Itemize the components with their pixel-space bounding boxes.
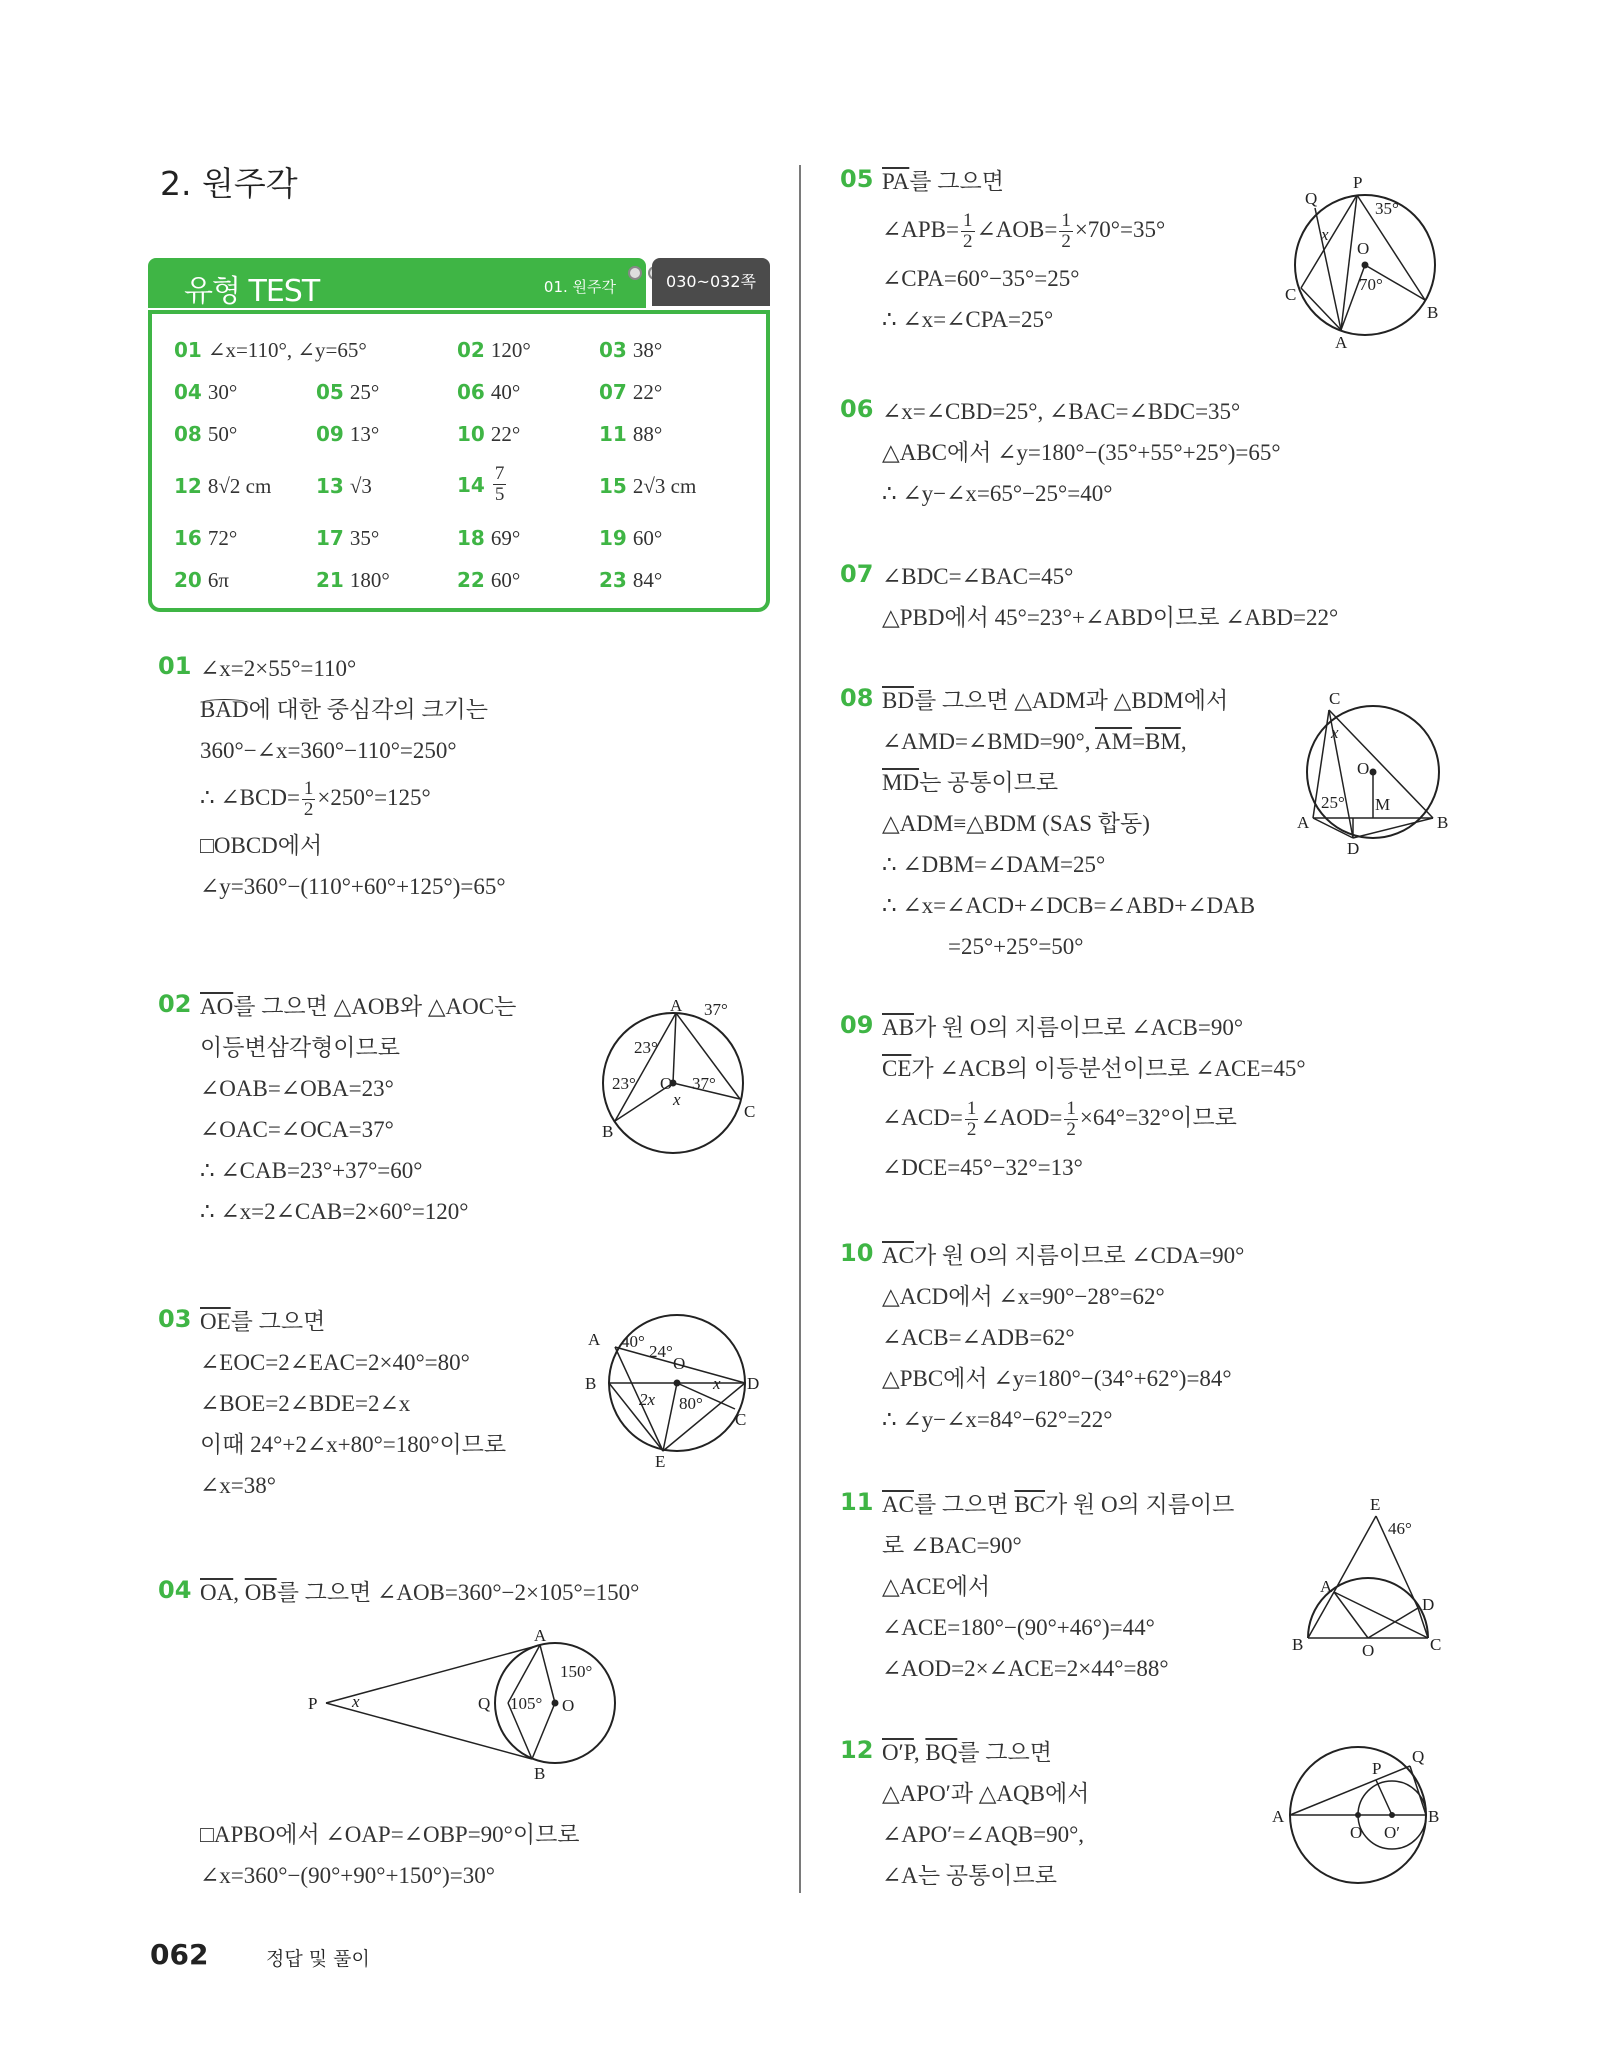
- answer-item: 16 72°: [174, 526, 238, 550]
- solution-05: [882, 161, 1165, 340]
- solution-number: 06: [840, 395, 874, 423]
- svg-text:x: x: [352, 1692, 360, 1711]
- solution-08: [882, 680, 1255, 967]
- solution-line: BAD 에 대한 중심각의 크기는: [200, 697, 488, 722]
- page-number: 062: [150, 1938, 209, 1971]
- svg-text:x: x: [1331, 723, 1339, 742]
- solution-02: [200, 986, 516, 1232]
- solution-line: ∠BOE=2∠BDE=2∠x: [200, 1391, 411, 1416]
- answer-item: 18 69°: [457, 526, 521, 550]
- solution-01: [200, 648, 506, 907]
- solution-line: ∠x=360°−(90°+90°+150°)=30°: [200, 1863, 495, 1888]
- figure-12: [1270, 1742, 1450, 1892]
- solution-line: ∴ ∠x=2∠CAB=2×60°=120°: [200, 1199, 469, 1224]
- svg-text:B: B: [585, 1374, 597, 1393]
- svg-text:Q: Q: [478, 1694, 491, 1713]
- solution-number: 09: [840, 1011, 874, 1039]
- column-divider: [799, 165, 801, 1893]
- svg-text:O: O: [1357, 759, 1370, 778]
- solution-09: [882, 1007, 1306, 1188]
- figure-11: [1290, 1490, 1440, 1665]
- solution-line: ∠A는 공통이므로: [882, 1863, 1057, 1888]
- svg-text:C: C: [735, 1410, 747, 1429]
- solution-number: 08: [840, 684, 874, 712]
- clip-icon: [628, 266, 642, 280]
- solution-number: 03: [158, 1305, 192, 1333]
- figure-02: [600, 995, 760, 1145]
- solution-04: [200, 1572, 639, 1613]
- answer-grid: [148, 310, 770, 612]
- svg-text:2x: 2x: [639, 1390, 656, 1409]
- solution-line: =25°+25°=50°: [948, 934, 1084, 959]
- svg-text:Q: Q: [1305, 189, 1318, 208]
- svg-text:80°: 80°: [679, 1394, 703, 1413]
- solution-number: 12: [840, 1736, 874, 1764]
- solution-line: ∠x=2×55°=110°: [200, 656, 357, 681]
- svg-text:B: B: [1427, 303, 1439, 322]
- solution-line: △ACD에서 ∠x=90°−28°=62°: [882, 1284, 1165, 1309]
- svg-text:M: M: [1375, 795, 1391, 814]
- solution-number: 10: [840, 1239, 874, 1267]
- svg-text:70°: 70°: [1359, 275, 1383, 294]
- svg-text:24°: 24°: [649, 1342, 673, 1361]
- answer-item: 09 13°: [316, 422, 380, 446]
- svg-text:A: A: [1320, 1577, 1333, 1596]
- answer-item: 23 84°: [599, 568, 663, 592]
- solution-line: ∠EOC=2∠EAC=2×40°=80°: [200, 1350, 470, 1375]
- svg-text:E: E: [655, 1452, 666, 1471]
- solution-line: ∴ ∠x=∠CPA=25°: [882, 307, 1054, 332]
- answer-item: 08 50°: [174, 422, 238, 446]
- answer-item: 19 60°: [599, 526, 663, 550]
- solution-line: △APO′과 △AQB에서: [882, 1781, 1090, 1806]
- svg-text:B: B: [1292, 1635, 1304, 1654]
- svg-text:B: B: [1428, 1807, 1440, 1826]
- solution-04-cont: [200, 1814, 580, 1896]
- svg-text:C: C: [1285, 285, 1297, 304]
- solution-line: ∠ACD= $\frac{1}{2}$ ∠AOD= $\frac{1}{2}$ ×64°=32°이므로: [882, 1098, 1237, 1141]
- svg-text:23°: 23°: [612, 1074, 636, 1093]
- answer-item: 01 ∠x=110°, ∠y=65°: [174, 338, 367, 362]
- solution-line: ∠AOD=2×∠ACE=2×44°=88°: [882, 1656, 1169, 1681]
- svg-text:P: P: [1353, 173, 1363, 192]
- svg-text:x: x: [1321, 225, 1329, 244]
- solution-number: 04: [158, 1576, 192, 1604]
- svg-text:D: D: [1347, 839, 1360, 858]
- solution-11: [882, 1484, 1234, 1689]
- arc-label: BAD: [200, 697, 249, 722]
- svg-text:x: x: [673, 1090, 681, 1109]
- svg-text:O: O: [660, 1074, 673, 1093]
- svg-text:P: P: [308, 1694, 318, 1713]
- solution-line: ∴ ∠BCD= $\frac{1}{2}$ ×250°=125°: [200, 778, 431, 821]
- solution-line: ∠OAB=∠OBA=23°: [200, 1076, 394, 1101]
- solution-line: $\overline{OA}$, $\overline{OB}$를 그으면 ∠AOB=360°−2×105°=150°: [200, 1580, 640, 1605]
- svg-text:A: A: [1335, 333, 1348, 352]
- solution-line: $\overline{OE}$를 그으면: [200, 1309, 326, 1334]
- answer-item: 11 88°: [599, 422, 663, 446]
- svg-text:O: O: [562, 1696, 575, 1715]
- svg-text:O: O: [1350, 1823, 1363, 1842]
- solution-line: ∠ACE=180°−(90°+46°)=44°: [882, 1615, 1155, 1640]
- answer-item: 02 120°: [457, 338, 531, 362]
- solution-number: 07: [840, 560, 874, 588]
- solution-line: □OBCD에서: [200, 833, 323, 858]
- solution-line: △ADM≡△BDM (SAS 합동): [882, 811, 1150, 836]
- solution-line: ∠OAC=∠OCA=37°: [200, 1117, 394, 1142]
- solution-number: 11: [840, 1488, 874, 1516]
- svg-text:A: A: [1297, 813, 1310, 832]
- solution-line: $\overline{CE}$가 ∠ACB의 이등분선이므로 ∠ACE=45°: [882, 1056, 1306, 1081]
- svg-text:37°: 37°: [704, 1000, 728, 1019]
- solution-line: 360°−∠x=360°−110°=250°: [200, 738, 457, 763]
- answer-item: 22 60°: [457, 568, 521, 592]
- svg-text:40°: 40°: [621, 1332, 645, 1351]
- svg-text:46°: 46°: [1388, 1519, 1412, 1538]
- test-subtitle: 01. 원주각: [543, 278, 616, 296]
- figure-04: [300, 1625, 630, 1785]
- footer-label: 정답 및 풀이: [266, 1948, 370, 1970]
- solution-line: ∴ ∠CAB=23°+37°=60°: [200, 1158, 423, 1183]
- svg-text:C: C: [1430, 1635, 1442, 1654]
- solution-line: △ABC에서 ∠y=180°−(35°+55°+25°)=65°: [882, 440, 1281, 465]
- answer-item: 04 30°: [174, 380, 238, 404]
- solution-line: ∠APB= $\frac{1}{2}$ ∠AOB= $\frac{1}{2}$ ×70°=35°: [882, 210, 1166, 253]
- svg-text:A: A: [588, 1330, 601, 1349]
- answer-item: 03 38°: [599, 338, 663, 362]
- solution-line: △ACE에서: [882, 1574, 991, 1599]
- svg-text:D: D: [747, 1374, 760, 1393]
- svg-text:D: D: [1422, 1595, 1435, 1614]
- solution-line: ∴ ∠y−∠x=65°−25°=40°: [882, 481, 1113, 506]
- solution-line: $\overline{AC}$가 원 O의 지름이므로 ∠CDA=90°: [882, 1243, 1245, 1268]
- svg-text:A: A: [670, 996, 683, 1015]
- solution-line: ∠ACB=∠ADB=62°: [882, 1325, 1075, 1350]
- solution-line: ∴ ∠x=∠ACD+∠DCB=∠ABD+∠DAB: [882, 893, 1256, 918]
- figure-08: [1295, 690, 1460, 860]
- svg-text:Q: Q: [1412, 1747, 1425, 1766]
- answer-item: 15 2√3 cm: [599, 474, 697, 498]
- svg-text:O: O: [1357, 239, 1370, 258]
- answer-item: 14 $\frac{7}{5}$: [457, 463, 505, 505]
- solution-line: $\overline{AC}$를 그으면 $\overline{BC}$가 원 O의 지름이므: [882, 1492, 1235, 1517]
- svg-text:C: C: [1329, 689, 1341, 708]
- solution-06: [882, 391, 1281, 514]
- solution-line: $\overline{PA}$를 그으면: [882, 169, 1004, 194]
- solution-line: O′P, $\overline{BQ}$를 그으면: [882, 1740, 1052, 1765]
- svg-text:A: A: [534, 1626, 547, 1645]
- solution-line: ∠x=38°: [200, 1473, 276, 1498]
- solution-10: [882, 1235, 1244, 1440]
- solution-line: $\overline{MD}$는 공통이므로: [882, 770, 1059, 795]
- svg-text:B: B: [1437, 813, 1449, 832]
- solution-12: [882, 1732, 1089, 1896]
- answer-item: 20 6π: [174, 568, 229, 592]
- svg-text:E: E: [1370, 1495, 1381, 1514]
- svg-text:37°: 37°: [692, 1074, 716, 1093]
- page-range-badge: 030~032쪽: [652, 258, 770, 306]
- solution-line: △PBD에서 45°=23°+∠ABD이므로 ∠ABD=22°: [882, 605, 1339, 630]
- solution-line: ∠AMD=∠BMD=90°, $\overline{AM}=\overline{BM}$,: [882, 729, 1187, 754]
- section-title: 2. 원주각: [160, 164, 298, 203]
- svg-text:x: x: [713, 1374, 721, 1393]
- answer-item: 21 180°: [316, 568, 390, 592]
- svg-text:23°: 23°: [634, 1038, 658, 1057]
- solution-line: ∠y=360°−(110°+60°+125°)=65°: [200, 874, 506, 899]
- solution-line: $\overline{AO}$를 그으면 △AOB와 △AOC는: [200, 994, 517, 1019]
- solution-line: ∠DCE=45°−32°=13°: [882, 1155, 1083, 1180]
- solution-line: 이때 24°+2∠x+80°=180°이므로: [200, 1432, 507, 1457]
- solution-line: △PBC에서 ∠y=180°−(34°+62°)=84°: [882, 1366, 1232, 1391]
- solution-07: [882, 556, 1338, 638]
- answer-item: 17 35°: [316, 526, 380, 550]
- solution-number: 05: [840, 165, 874, 193]
- solution-number: 01: [158, 652, 192, 680]
- svg-text:105°: 105°: [510, 1694, 543, 1713]
- solution-line: ∴ ∠y−∠x=84°−62°=22°: [882, 1407, 1113, 1432]
- svg-text:B: B: [534, 1764, 546, 1783]
- test-header: [148, 258, 646, 308]
- svg-text:P: P: [1372, 1759, 1382, 1778]
- solution-line: ∠APO′=∠AQB=90°,: [882, 1822, 1085, 1847]
- answer-item: 05 25°: [316, 380, 380, 404]
- svg-text:O: O: [673, 1354, 686, 1373]
- figure-05: [1285, 170, 1450, 350]
- svg-text:25°: 25°: [1321, 793, 1345, 812]
- svg-text:B: B: [602, 1122, 614, 1141]
- figure-03: [585, 1305, 770, 1471]
- answer-item: 10 22°: [457, 422, 521, 446]
- svg-text:O′: O′: [1384, 1823, 1400, 1842]
- svg-text:C: C: [744, 1102, 756, 1121]
- solution-line: ∠BDC=∠BAC=45°: [882, 564, 1074, 589]
- solution-03: [200, 1301, 506, 1506]
- svg-text:35°: 35°: [1375, 199, 1399, 218]
- solution-line: 이등변삼각형이므로: [200, 1035, 400, 1060]
- solution-line: 로 ∠BAC=90°: [882, 1533, 1022, 1558]
- test-title: 유형 TEST: [184, 274, 320, 309]
- svg-text:150°: 150°: [560, 1662, 593, 1681]
- solution-line: $\overline{BD}$를 그으면 △ADM과 △BDM에서: [882, 688, 1229, 713]
- solution-line: $\overline{AB}$가 원 O의 지름이므로 ∠ACB=90°: [882, 1015, 1244, 1040]
- solution-number: 02: [158, 990, 192, 1018]
- test-answer-box: [148, 258, 770, 612]
- solution-line: ∴ ∠DBM=∠DAM=25°: [882, 852, 1106, 877]
- answer-item: 06 40°: [457, 380, 521, 404]
- svg-text:A: A: [1272, 1807, 1285, 1826]
- solution-line: ∠CPA=60°−35°=25°: [882, 266, 1080, 291]
- answer-item: 12 8√2 cm: [174, 474, 272, 498]
- svg-text:O: O: [1362, 1641, 1375, 1660]
- answer-item: 07 22°: [599, 380, 663, 404]
- answer-item: 13 √3: [316, 474, 372, 498]
- solution-line: □APBO에서 ∠OAP=∠OBP=90°이므로: [200, 1822, 580, 1847]
- solution-line: ∠x=∠CBD=25°, ∠BAC=∠BDC=35°: [882, 399, 1241, 424]
